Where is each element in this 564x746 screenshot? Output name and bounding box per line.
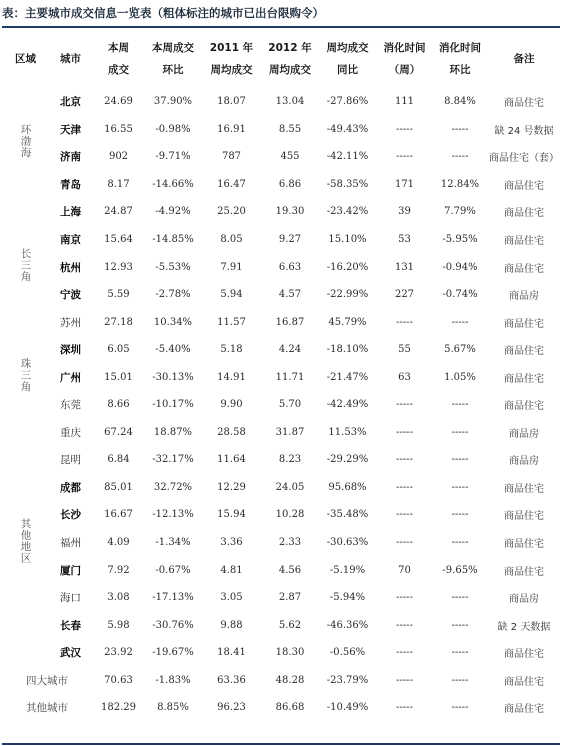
- digest-change-cell: -----: [451, 151, 469, 163]
- table-row: [2, 363, 560, 391]
- yoy-change-cell: 15.10%: [328, 234, 367, 245]
- note-cell: 商品住宅: [504, 263, 544, 275]
- digest-weeks-cell: -----: [396, 509, 413, 521]
- header-region: 区域: [15, 53, 36, 65]
- yoy-change-cell: -16.20%: [326, 261, 369, 273]
- city-name: 济南: [60, 151, 81, 164]
- table-row: [2, 419, 560, 447]
- week-volume-cell: 5.59: [107, 289, 130, 301]
- city-name: 上海: [60, 206, 81, 219]
- city-name: 天津: [60, 123, 81, 136]
- table-row: [2, 446, 560, 474]
- avg-2012-cell: 9.27: [278, 234, 302, 245]
- avg-2011-cell: 18.07: [217, 96, 246, 108]
- week-volume-cell: 7.92: [107, 564, 130, 576]
- week-change-cell: -0.98%: [155, 123, 191, 135]
- week-volume-cell: 27.18: [104, 316, 133, 328]
- region-label: 其他地区: [19, 518, 32, 565]
- digest-weeks-cell: -----: [396, 674, 413, 686]
- avg-2011-cell: 14.91: [217, 371, 246, 383]
- digest-change-cell: -----: [451, 316, 469, 328]
- header-avg-2011: 2011 年 周均成交: [209, 42, 254, 76]
- table-row: [2, 501, 560, 529]
- yoy-change-cell: -23.42%: [326, 206, 369, 218]
- yoy-change-cell: -0.56%: [329, 647, 366, 659]
- week-change-cell: -19.67%: [152, 647, 194, 659]
- avg-2011-cell: 3.05: [220, 592, 243, 604]
- yoy-change-cell: 95.68%: [328, 481, 367, 493]
- week-change-cell: 8.85%: [157, 702, 189, 714]
- city-name: 厦门: [60, 564, 81, 577]
- yoy-change-cell: -30.63%: [326, 537, 369, 549]
- note-cell: 商品住宅: [504, 649, 544, 661]
- header-week-volume: 本周 成交: [108, 42, 129, 76]
- note-cell: 商品住宅: [504, 676, 544, 688]
- header-note: 备注: [513, 53, 535, 65]
- week-change-cell: -4.92%: [155, 206, 191, 218]
- digest-change-cell: 1.05%: [444, 371, 476, 383]
- table-title: 表：主要城市成交信息一览表（粗体标注的城市已出台限购令）: [2, 6, 324, 20]
- note-cell: 商品住宅: [504, 236, 544, 247]
- avg-2012-cell: 11.71: [275, 371, 305, 383]
- summary-label: 四大城市: [26, 674, 68, 687]
- yoy-change-cell: -42.11%: [326, 151, 369, 163]
- avg-2011-cell: 96.23: [217, 702, 246, 714]
- table-row: [2, 226, 560, 254]
- week-change-cell: -5.53%: [155, 261, 191, 273]
- avg-2011-cell: 8.05: [220, 234, 243, 245]
- week-change-cell: -12.13%: [152, 509, 194, 521]
- note-cell: 商品住宅: [504, 539, 544, 551]
- city-name: 南京: [60, 234, 81, 246]
- digest-change-cell: -----: [451, 123, 469, 135]
- table-row: [2, 584, 560, 612]
- city-name: 长沙: [60, 509, 81, 522]
- week-change-cell: -30.13%: [152, 371, 194, 383]
- digest-change-cell: -0.74%: [442, 289, 478, 301]
- city-name: 重庆: [60, 426, 81, 439]
- week-change-cell: -5.40%: [155, 344, 191, 356]
- region-label: 环渤海: [19, 124, 32, 159]
- top-rule: [2, 26, 560, 28]
- avg-2011-cell: 9.88: [220, 619, 243, 631]
- avg-2011-cell: 3.36: [220, 537, 243, 549]
- week-volume-cell: 3.08: [107, 592, 130, 604]
- week-change-cell: -9.71%: [155, 151, 191, 163]
- digest-weeks-cell: -----: [396, 454, 413, 466]
- city-name: 宁波: [60, 289, 81, 302]
- digest-change-cell: 5.67%: [444, 344, 476, 356]
- table-row: [2, 391, 560, 419]
- week-change-cell: 18.87%: [153, 426, 193, 438]
- digest-change-cell: -----: [451, 454, 469, 466]
- avg-2012-cell: 4.24: [278, 344, 302, 356]
- digest-weeks-cell: -----: [396, 123, 413, 135]
- avg-2011-cell: 11.57: [217, 316, 246, 328]
- note-cell: 商品房: [509, 594, 539, 606]
- city-name: 昆明: [60, 454, 81, 467]
- avg-2012-cell: 4.56: [278, 564, 302, 576]
- week-change-cell: -14.85%: [152, 234, 194, 245]
- digest-change-cell: -----: [451, 702, 469, 714]
- note-cell: 商品住宅: [504, 566, 544, 578]
- digest-change-cell: 12.84%: [440, 178, 480, 190]
- city-name: 广州: [60, 371, 81, 384]
- city-name: 成都: [60, 481, 81, 494]
- avg-2012-cell: 6.63: [278, 261, 302, 273]
- digest-change-cell: 8.84%: [444, 96, 476, 108]
- table-row: [2, 253, 560, 281]
- avg-2012-cell: 2.33: [278, 537, 302, 549]
- digest-weeks-cell: -----: [396, 647, 413, 659]
- week-volume-cell: 5.98: [107, 619, 130, 631]
- week-volume-cell: 67.24: [104, 426, 133, 438]
- yoy-change-cell: -58.35%: [326, 178, 369, 190]
- avg-2012-cell: 5.70: [278, 399, 302, 411]
- week-volume-cell: 16.55: [104, 123, 133, 135]
- table-row: [2, 529, 560, 557]
- yoy-change-cell: 45.79%: [328, 316, 367, 328]
- header-digest-change: 消化时间 环比: [439, 42, 481, 76]
- region-label: 长三角: [19, 248, 32, 283]
- week-volume-cell: 15.64: [104, 234, 133, 245]
- week-change-cell: -1.34%: [155, 537, 191, 549]
- digest-change-cell: -0.94%: [442, 261, 478, 273]
- avg-2011-cell: 63.36: [217, 674, 246, 686]
- table-row: [2, 198, 560, 226]
- digest-change-cell: 7.79%: [444, 206, 476, 218]
- avg-2011-cell: 16.91: [217, 123, 246, 135]
- yoy-change-cell: -22.99%: [326, 289, 369, 301]
- note-cell: 商品住宅: [504, 98, 544, 110]
- digest-weeks-cell: 55: [398, 344, 411, 356]
- table-row: [2, 474, 560, 502]
- yoy-change-cell: -18.10%: [326, 344, 369, 356]
- note-cell: 商品房: [509, 456, 539, 468]
- week-volume-cell: 4.09: [107, 537, 130, 549]
- week-change-cell: -14.66%: [152, 178, 194, 190]
- city-name: 北京: [60, 96, 81, 109]
- avg-2011-cell: 12.29: [217, 481, 246, 493]
- note-cell: 缺 2 天数据: [497, 621, 551, 633]
- note-cell: 商品住宅: [504, 483, 544, 495]
- avg-2012-cell: 86.68: [275, 702, 305, 714]
- avg-2012-cell: 31.87: [275, 426, 305, 438]
- week-change-cell: -1.83%: [155, 674, 191, 686]
- header-row: [2, 30, 560, 88]
- table-body: [2, 88, 560, 722]
- header-avg-2012: 2012 年 周均成交: [268, 42, 312, 76]
- avg-2012-cell: 2.87: [278, 592, 302, 604]
- digest-weeks-cell: 53: [398, 234, 411, 245]
- avg-2012-cell: 16.87: [275, 316, 305, 328]
- avg-2011-cell: 4.81: [220, 564, 243, 576]
- header-yoy: 周均成交 同比: [326, 42, 369, 76]
- note-cell: 商品住宅: [504, 704, 544, 716]
- digest-change-cell: -5.95%: [442, 234, 478, 245]
- table-row: [2, 116, 560, 144]
- week-volume-cell: 182.29: [101, 702, 136, 714]
- digest-weeks-cell: -----: [396, 592, 413, 604]
- week-volume-cell: 24.87: [104, 206, 133, 218]
- week-volume-cell: 12.93: [104, 261, 133, 273]
- digest-change-cell: -----: [451, 592, 469, 604]
- digest-weeks-cell: 70: [398, 564, 411, 576]
- city-name: 海口: [60, 592, 81, 605]
- digest-change-cell: -----: [451, 674, 469, 686]
- week-change-cell: 37.90%: [153, 96, 193, 108]
- week-volume-cell: 6.84: [107, 454, 130, 466]
- digest-weeks-cell: -----: [396, 702, 413, 714]
- note-cell: 商品住宅: [504, 208, 544, 220]
- table-row: [2, 556, 560, 584]
- week-change-cell: -17.13%: [152, 592, 194, 604]
- digest-change-cell: -----: [451, 481, 469, 493]
- avg-2012-cell: 8.23: [278, 454, 302, 466]
- digest-change-cell: -----: [451, 399, 469, 411]
- digest-weeks-cell: -----: [396, 316, 413, 328]
- table-row: [2, 281, 560, 309]
- digest-weeks-cell: -----: [396, 619, 413, 631]
- avg-2011-cell: 7.91: [220, 261, 243, 273]
- week-volume-cell: 8.66: [107, 399, 130, 411]
- digest-weeks-cell: 63: [398, 371, 411, 383]
- avg-2012-cell: 455: [280, 151, 300, 163]
- summary-row: [2, 666, 560, 694]
- note-cell: 商品住宅: [504, 180, 544, 192]
- yoy-change-cell: -35.48%: [326, 509, 369, 521]
- yoy-change-cell: -5.19%: [329, 564, 366, 576]
- yoy-change-cell: -27.86%: [326, 96, 369, 108]
- note-cell: 商品住宅（套）: [489, 153, 559, 165]
- table-row: [2, 171, 560, 199]
- digest-weeks-cell: -----: [396, 399, 413, 411]
- avg-2011-cell: 28.58: [217, 426, 246, 438]
- city-name: 杭州: [60, 261, 81, 274]
- avg-2012-cell: 18.30: [275, 647, 305, 659]
- yoy-change-cell: 11.53%: [328, 426, 367, 438]
- week-volume-cell: 23.92: [104, 647, 133, 659]
- digest-change-cell: -----: [451, 619, 469, 631]
- digest-change-cell: -----: [451, 426, 469, 438]
- note-cell: 商品房: [509, 428, 539, 440]
- digest-change-cell: -9.65%: [442, 564, 478, 576]
- digest-weeks-cell: 131: [394, 261, 415, 273]
- week-volume-cell: 16.67: [104, 509, 133, 521]
- yoy-change-cell: -29.29%: [326, 454, 369, 466]
- digest-weeks-cell: 227: [394, 289, 415, 301]
- digest-weeks-cell: -----: [396, 481, 413, 493]
- yoy-change-cell: -46.36%: [326, 619, 369, 631]
- avg-2012-cell: 48.28: [275, 674, 305, 686]
- city-name: 福州: [60, 537, 81, 550]
- note-cell: 商品住宅: [504, 401, 544, 413]
- avg-2012-cell: 24.05: [275, 481, 305, 493]
- region-cell: [2, 419, 49, 667]
- digest-weeks-cell: 111: [394, 96, 415, 108]
- avg-2011-cell: 16.47: [217, 178, 246, 190]
- summary-label: 其他城市: [26, 702, 68, 715]
- week-volume-cell: 902: [108, 151, 129, 163]
- avg-2011-cell: 5.94: [220, 289, 243, 301]
- city-name: 深圳: [60, 344, 81, 357]
- avg-2011-cell: 18.41: [217, 647, 246, 659]
- city-name: 苏州: [60, 316, 81, 329]
- avg-2011-cell: 787: [221, 151, 242, 163]
- yoy-change-cell: -49.43%: [326, 123, 369, 135]
- week-change-cell: -0.67%: [155, 564, 191, 576]
- digest-weeks-cell: -----: [396, 426, 413, 438]
- week-volume-cell: 8.17: [107, 178, 130, 190]
- note-cell: 商品住宅: [504, 373, 544, 385]
- yoy-change-cell: -5.94%: [329, 592, 366, 604]
- yoy-change-cell: -42.49%: [326, 399, 369, 411]
- city-name: 东莞: [60, 399, 81, 412]
- summary-row: [2, 694, 560, 722]
- table-row: [2, 336, 560, 364]
- note-cell: 商品住宅: [504, 346, 544, 358]
- week-volume-cell: 70.63: [104, 674, 133, 686]
- header-digest-weeks: 消化时间 （周）: [383, 42, 426, 76]
- header-city: 城市: [60, 53, 81, 65]
- region-cell: [2, 88, 49, 198]
- digest-weeks-cell: -----: [396, 537, 413, 549]
- week-volume-cell: 6.05: [107, 344, 130, 356]
- avg-2012-cell: 5.62: [278, 619, 302, 631]
- week-change-cell: -32.17%: [152, 454, 194, 466]
- header-week-change: 本周成交 环比: [152, 42, 194, 76]
- region-cell: [2, 198, 49, 336]
- digest-change-cell: -----: [451, 537, 469, 549]
- week-change-cell: 32.72%: [153, 481, 193, 493]
- week-change-cell: -30.76%: [152, 619, 194, 631]
- week-volume-cell: 15.01: [104, 371, 133, 383]
- city-transaction-table: [2, 30, 560, 722]
- week-change-cell: 10.34%: [153, 316, 193, 328]
- digest-change-cell: -----: [451, 509, 469, 521]
- avg-2011-cell: 11.64: [217, 454, 246, 466]
- avg-2011-cell: 9.90: [220, 399, 243, 411]
- avg-2012-cell: 8.55: [278, 123, 302, 135]
- yoy-change-cell: -21.47%: [326, 371, 369, 383]
- digest-weeks-cell: -----: [396, 151, 413, 163]
- table-row: [2, 611, 560, 639]
- yoy-change-cell: -23.79%: [326, 674, 369, 686]
- note-cell: 商品房: [509, 291, 539, 303]
- bottom-rule: [2, 743, 560, 745]
- note-cell: 缺 24 号数据: [494, 125, 554, 137]
- week-change-cell: -2.78%: [155, 289, 191, 301]
- region-cell: [2, 336, 49, 419]
- table-row: [2, 88, 560, 116]
- city-name: 青岛: [60, 178, 81, 191]
- city-name: 长春: [60, 619, 81, 632]
- region-label: 珠三角: [19, 358, 32, 393]
- table-row: [2, 143, 560, 171]
- table-row: [2, 639, 560, 667]
- week-change-cell: -10.17%: [152, 399, 194, 411]
- avg-2011-cell: 5.18: [220, 344, 243, 356]
- avg-2012-cell: 19.30: [275, 206, 305, 218]
- digest-weeks-cell: 171: [394, 178, 415, 190]
- avg-2012-cell: 10.28: [275, 509, 305, 521]
- week-volume-cell: 85.01: [104, 481, 133, 493]
- avg-2012-cell: 6.86: [278, 178, 302, 190]
- week-volume-cell: 24.69: [104, 96, 133, 108]
- yoy-change-cell: -10.49%: [326, 702, 369, 714]
- avg-2012-cell: 4.57: [278, 289, 302, 301]
- avg-2011-cell: 25.20: [217, 206, 246, 218]
- digest-weeks-cell: 39: [398, 206, 411, 218]
- note-cell: 商品住宅: [504, 511, 544, 523]
- avg-2012-cell: 13.04: [275, 96, 305, 108]
- city-name: 武汉: [60, 647, 81, 660]
- digest-change-cell: -----: [451, 647, 469, 659]
- avg-2011-cell: 15.94: [217, 509, 246, 521]
- note-cell: 商品住宅: [504, 318, 544, 330]
- table-row: [2, 308, 560, 336]
